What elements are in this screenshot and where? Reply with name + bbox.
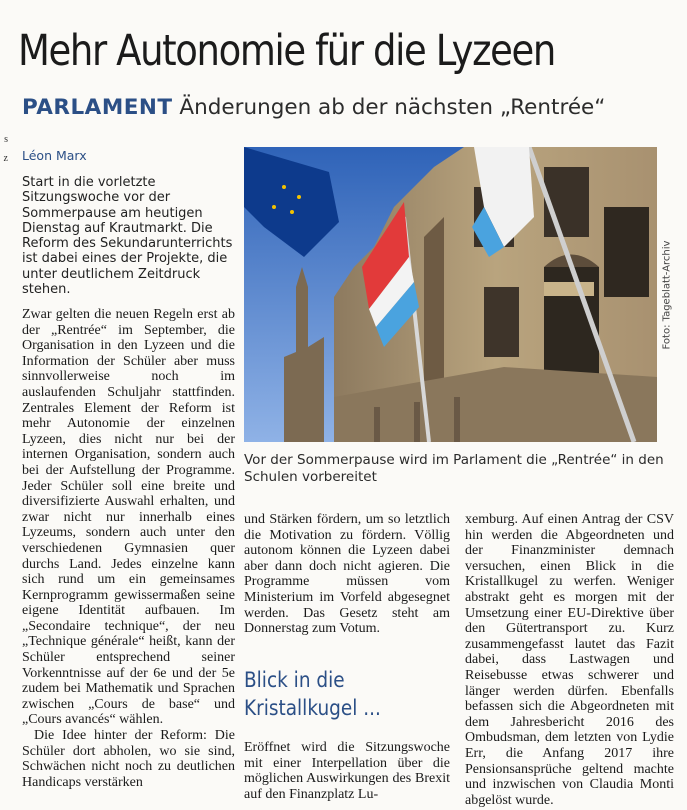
article-subheadline-row (22, 95, 682, 121)
article-subheadline: Änderungen ab der nächsten „Rentrée“ (179, 95, 606, 120)
article-headline: Mehr Autonomie für die Lyzeen (18, 26, 555, 76)
edge-fragment: z (3, 153, 8, 164)
adjacent-article-edge (0, 130, 8, 810)
body-column-2 (244, 512, 450, 637)
edge-fragment: s (4, 134, 8, 145)
photo-credit: Foto: Tageblatt-Archiv (661, 240, 673, 349)
author-byline: Léon Marx (22, 148, 87, 163)
section-kicker: PARLAMENT (22, 95, 173, 120)
body-paragraph: Eröffnet wird die Sitzungswoche mit einer Interpellation über die möglichen Auswirkungen des Brexit auf den Finanzplatz Lu- (244, 740, 450, 802)
body-column-2-continued (244, 740, 450, 802)
body-paragraph: und Stärken fördern, um so letztlich die Motivation zu fördern. Völlig autonom können die Lyzeen dabei aber dann doch nicht agieren. Die Programme müssen vom Ministerium im Vorfeld abgesegnet werden. Das Gesetz steht am Donnerstag zum Votum. (244, 512, 450, 637)
parliament-photo (244, 147, 657, 442)
body-paragraph: Die Idee hinter der Reform: Die Schüler dort abholen, wo sie sind, Schwächen nicht noch zu deutlichen Handicaps verstärken (22, 728, 235, 790)
body-paragraph: xemburg. Auf einen Antrag der CSV hin werden die Abgeordneten und der Finanzminister demnach versuchen, einen Blick in die Kristallkugel zu werfen. Weniger abstrakt geht es morgen mit der Umsetzung einer EU-Direktive über den Gütertransport zu. Kurz zusammengefasst lautet das Fazit dabei, dass Lastwagen und Reisebusse etwas schwerer und länger werden dürfen. Ebenfalls befassen sich die Abgeordneten mit dem Jahresbericht 2016 des Ombudsman, dem letzten von Lydie Err, die Anfang 2017 ihre Pensionsansprüche geltend machte und inzwischen von Claudia Monti abgelöst wurde. (465, 512, 674, 808)
photo-caption: Vor der Sommerpause wird im Parlament die „Rentrée“ in den Schulen vorbereitet (244, 452, 664, 485)
section-subheading: Blick in die Kristallkugel ... (244, 668, 381, 720)
body-paragraph: Zwar gelten die neuen Regeln erst ab der „Rentrée“ im September, die Organisation in den Lyzeen und die Information der Schüler aber muss sinnvollerweise noch im auslaufenden Schuljahr stattfinden. Zentrales Element der Reform ist mehr Autonomie der einzelnen Lyzeen, dies nicht nur bei der internen Organisation, sondern auch bei der Aufstellung der Programme. Jeder Schüler soll eine breite und diversifizierte Auswahl erhalten, und zwar nicht nur innerhalb eines Lyzeums, sondern auch unter den verschiedenen Gymnasien quer durchs Land. Jedes einzelne kann sich rund um ein gemeinsames Kernprogramm gewissermaßen seine eigene Identität aufbauen. Im „Secondaire technique“, der neu „Technique générale“ heißt, kann der Schüler entsprechend seiner Vorkenntnisse auf der 6e und der 5e zudem bei Mathematik und Sprachen zwischen „Cours de base“ und „Cours avancés“ wählen. (22, 307, 235, 728)
body-column-3 (465, 512, 674, 808)
photo-credit-strip (657, 147, 677, 442)
lead-paragraph: Start in die vorletzte Sitzungswoche vor der Sommerpause am heutigen Dienstag auf Krautmarkt. Die Reform des Sekundarunterrichts ist dabei eines der Projekte, die unter deutlichem Zeitdruck stehen. (22, 175, 233, 298)
body-column-1 (22, 307, 235, 790)
